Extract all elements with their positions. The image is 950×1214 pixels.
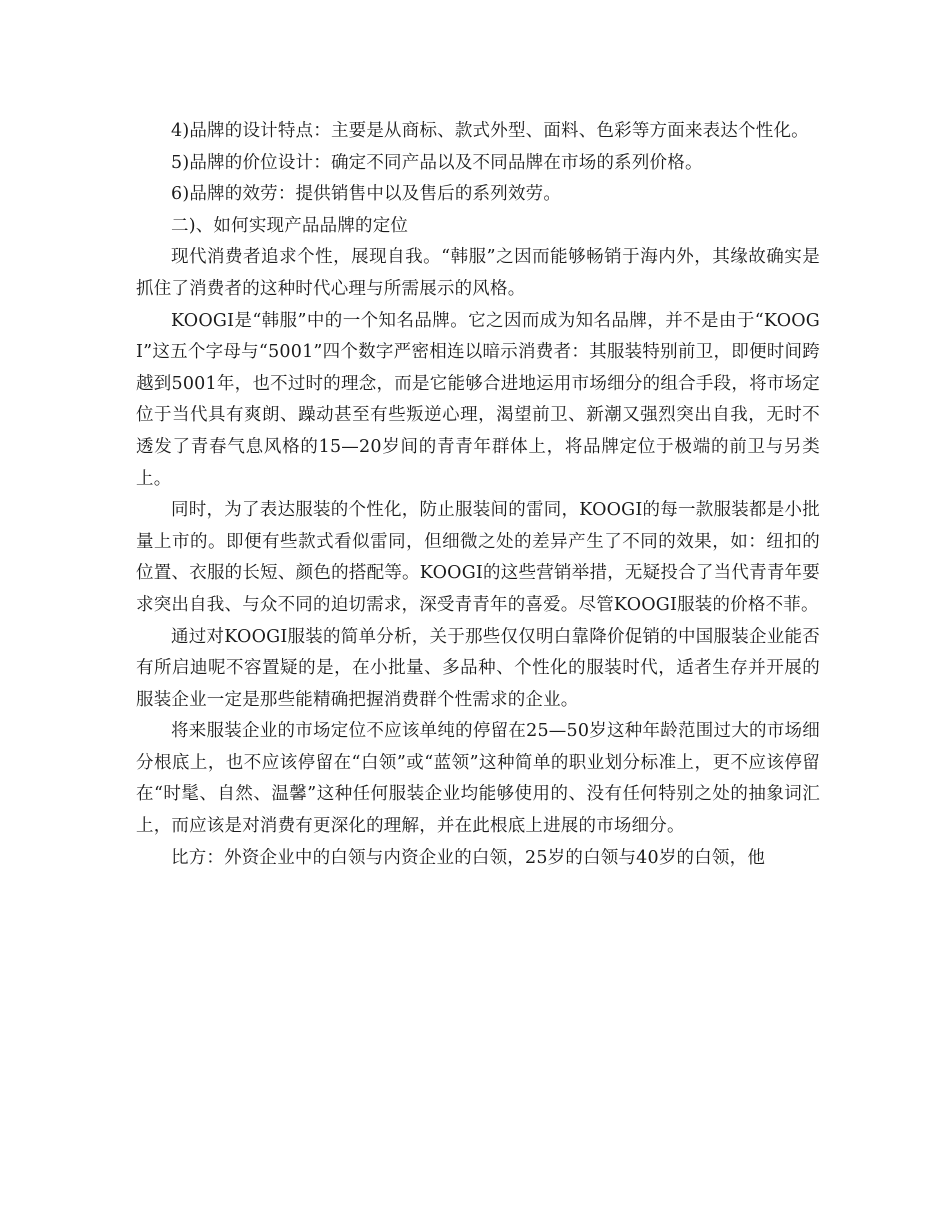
paragraph-modern-consumers: 现代消费者追求个性，展现自我。“韩服”之因而能够畅销于海内外，其缘故确实是抓住了消费者的这种时代心理与所需展示的风格。 (136, 247, 820, 299)
paragraph-koogi-brand: KOOGI是“韩服”中的一个知名品牌。它之因而成为知名品牌，并不是由于“KOOGI”这五个字母与“5001”四个数字严密相连以暗示消费者：其服装特别前卫，即便时间跨越到5001年，也不过时的理念，而是它能够合进地运用市场细分的组合手段，将市场定位于当代具有爽朗、躁动甚至有些叛逆心理，渴望前卫、新潮又强烈突出自我，无时不透发了青春气息风格的15—20岁间的青青年群体上，将品牌定位于极端的前卫与另类上。 (136, 310, 820, 489)
paragraph-service: 6)品牌的效劳：提供销售中以及售后的系列效劳。 (171, 184, 562, 205)
section-heading-brand-positioning: 二)、如何实现产品品牌的定位 (171, 215, 409, 236)
document-body (136, 116, 820, 874)
paragraph-design-features: 4)品牌的设计特点：主要是从商标、款式外型、面料、色彩等方面来表达个性化。 (171, 121, 809, 141)
paragraph-future-positioning: 将来服装企业的市场定位不应该单纯的停留在25—50岁这种年龄范围过大的市场细分根底上，也不应该停留在“白领”或“蓝领”这种简单的职业划分标准上，更不应该停留在“时髦、自然、温馨”这种任何服装企业均能够使用的、没有任何特别之处的抽象词汇上，而应该是对消费有更深化的理解，并在此根底上进展的市场细分。 (136, 721, 820, 837)
paragraph-price-design: 5)品牌的价位设计：确定不同产品以及不同品牌在市场的系列价格。 (171, 152, 703, 173)
paragraph-example: 比方：外资企业中的白领与内资企业的白领，25岁的白领与40岁的白领，他 (171, 847, 766, 868)
paragraph-analysis: 通过对KOOGI服装的简单分析，关于那些仅仅明白靠降价促销的中国服装企业能否有所启迪呢不容置疑的是，在小批量、多品种、个性化的服装时代，适者生存并开展的服装企业一定是那些能精确把握消费群个性需求的企业。 (136, 626, 820, 710)
paragraph-individuality: 同时，为了表达服装的个性化，防止服装间的雷同，KOOGI的每一款服装都是小批量上市的。即便有些款式看似雷同，但细微之处的差异产生了不同的效果，如：纽扣的位置、衣服的长短、颜色的搭配等。KOOGI的这些营销举措，无疑投合了当代青青年要求突出自我、与众不同的迫切需求，深受青青年的喜爱。尽管KOOGI服装的价格不菲。 (136, 500, 820, 615)
